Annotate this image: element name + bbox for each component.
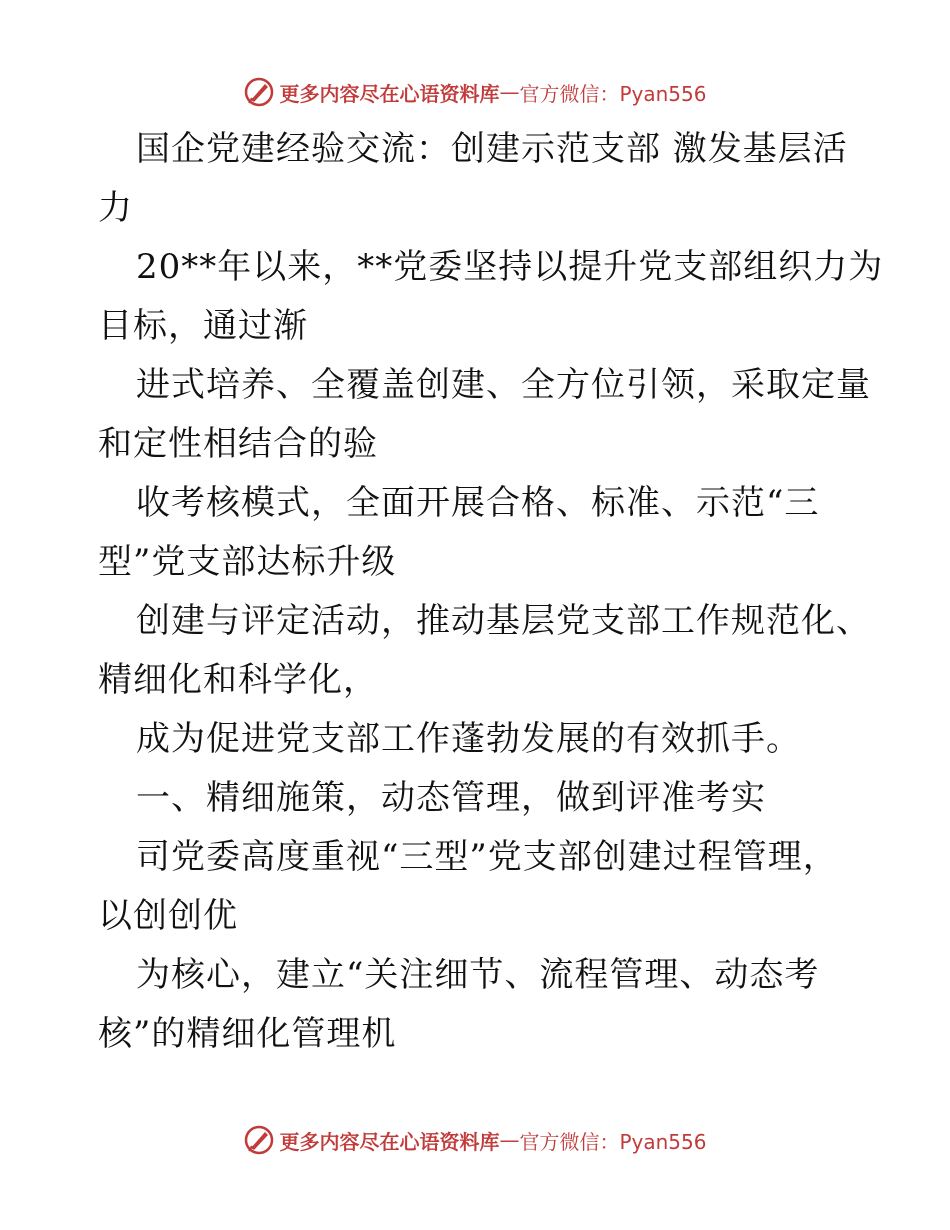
doc-line: 以创创优 (98, 896, 238, 936)
header-site-text: 更多内容尽在心语资料库 (279, 81, 500, 106)
header-wechat-text: 官方微信：Pyan556 (519, 81, 707, 106)
doc-line: 成为促进党支部工作蓬勃发展的有效抓手。 (136, 719, 801, 759)
doc-line: 核”的精细化管理机 (98, 1014, 397, 1054)
quill-pen-seal-icon (243, 76, 275, 108)
doc-line: 20**年以来，**党委坚持以提升党支部组织力为 (136, 247, 884, 287)
quill-pen-seal-icon (243, 1124, 275, 1156)
header-banner (0, 72, 950, 112)
doc-line: 精细化和科学化， (98, 660, 378, 700)
doc-line: 创建与评定活动，推动基层党支部工作规范化、 (136, 601, 871, 641)
doc-line: 型”党支部达标升级 (98, 542, 397, 582)
document-body (98, 120, 884, 1064)
doc-line: 收考核模式，全面开展合格、标准、示范“三 (136, 483, 820, 523)
section-heading: 一、精细施策，动态管理，做到评准考实 (136, 778, 766, 818)
doc-line: 目标，通过渐 (98, 306, 308, 346)
doc-title-line-1: 国企党建经验交流：创建示范支部 激发基层活 (136, 129, 848, 169)
footer-site-text: 更多内容尽在心语资料库 (279, 1129, 500, 1154)
header-separator: — (499, 80, 520, 104)
footer-separator: — (499, 1128, 520, 1152)
footer-banner (0, 1120, 950, 1160)
doc-line: 进式培养、全覆盖创建、全方位引领，采取定量 (136, 365, 871, 405)
doc-line: 和定性相结合的验 (98, 424, 378, 464)
footer-wechat-text: 官方微信：Pyan556 (519, 1129, 707, 1154)
doc-line: 司党委高度重视“三型”党支部创建过程管理， (136, 837, 838, 877)
doc-title-line-2: 力 (98, 188, 133, 228)
doc-line: 为核心，建立“关注细节、流程管理、动态考 (136, 955, 820, 995)
